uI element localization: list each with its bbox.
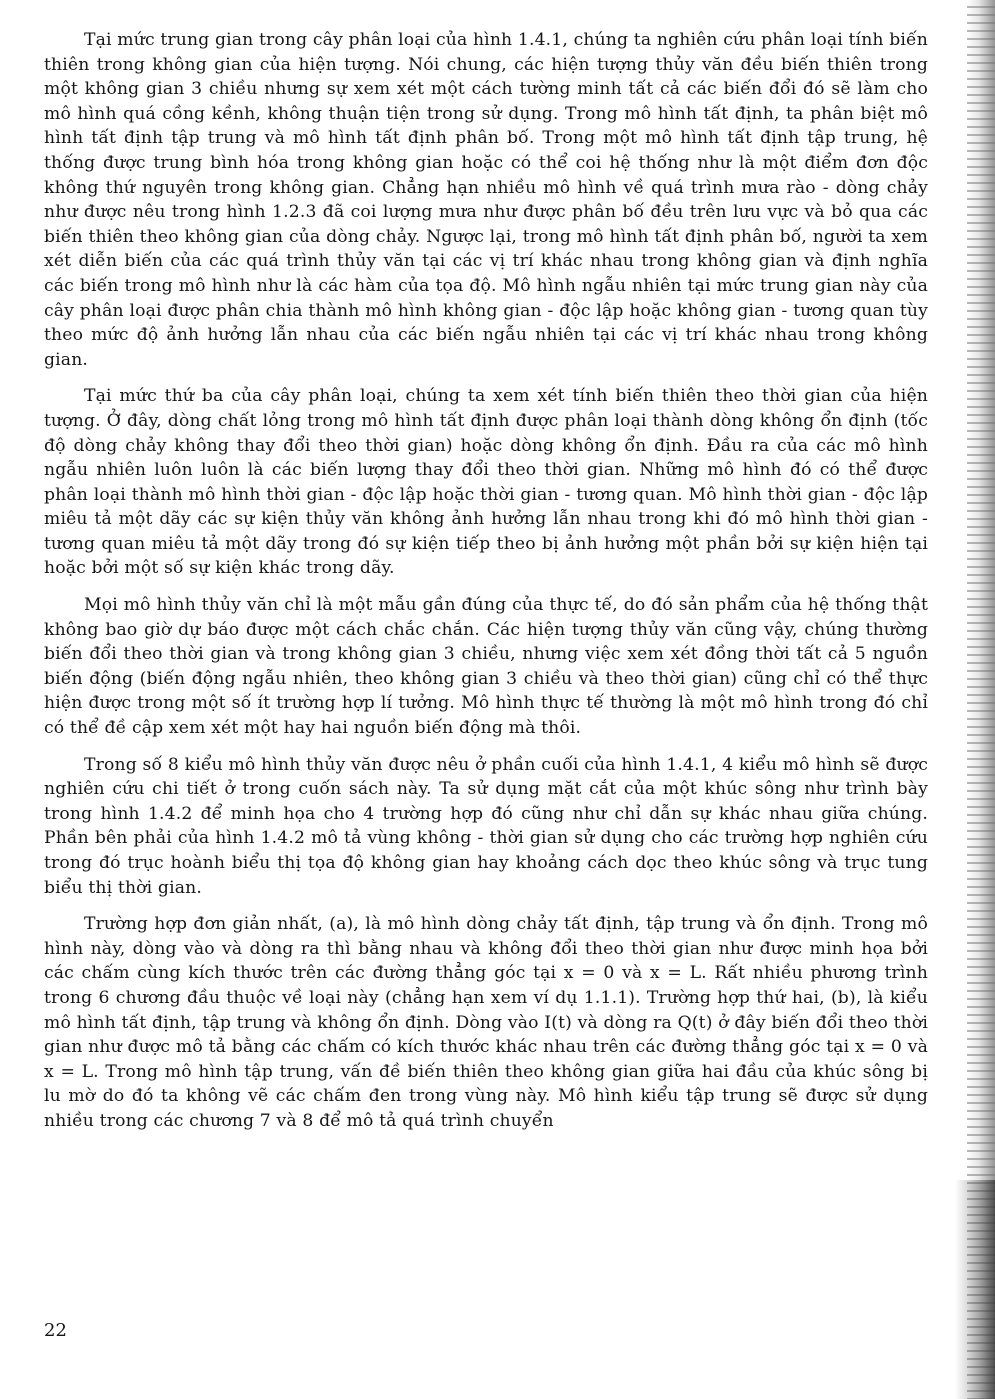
paragraph-1: Tại mức trung gian trong cây phân loại của hình 1.4.1, chúng ta nghiên cứu phân loại tính biến thiên trong không gian của hiện tượng. Nói chung, các hiện tượng thủy văn đều biến thiên trong một không gian 3 chiều nhưng sự xem xét một cách tường minh tất cả các biến đổi đó sẽ làm cho mô hình quá cồng kềnh, không thuận tiện trong sử dụng. Trong mô hình tất định, ta phân biệt mô hình tất định tập trung và mô hình tất định phân bố. Trong một mô hình tất định tập trung, hệ thống được trung bình hóa trong không gian hoặc có thể coi hệ thống như là một điểm đơn độc không thứ nguyên trong không gian. Chẳng hạn nhiều mô hình về quá trình mưa rào - dòng chảy như được nêu trong hình 1.2.3 đã coi lượng mưa như được phân bố đều trên lưu vực và bỏ qua các biến thiên theo không gian của dòng chảy. Ngược lại, trong mô hình tất định phân bố, người ta xem xét diễn biến của các quá trình thủy văn tại các vị trí khác nhau trong không gian và định nghĩa các biến trong mô hình như là các hàm của tọa độ. Mô hình ngẫu nhiên tại mức trung gian này của cây phân loại được phân chia thành mô hình không gian - độc lập hoặc không gian - tương quan tùy theo mức độ ảnh hưởng lẫn nhau của các biến ngẫu nhiên tại các vị trí khác nhau trong không gian. xyxy=(44,30,928,370)
scan-shadow-corner xyxy=(955,1180,995,1399)
document-body xyxy=(44,28,928,1146)
paragraph-5: Trường hợp đơn giản nhất, (a), là mô hình dòng chảy tất định, tập trung và ổn định. Trong mô hình này, dòng vào và dòng ra thì bằng nhau và không đổi theo thời gian như được minh họa bởi các chấm cùng kích thước trên các đường thẳng góc tại x = 0 và x = L. Rất nhiều phương trình trong 6 chương đầu thuộc về loại này (chẳng hạn xem ví dụ 1.1.1). Trường hợp thứ hai, (b), là kiểu mô hình tất định, tập trung và không ổn định. Dòng vào I(t) và dòng ra Q(t) ở đây biến đổi theo thời gian như được mô tả bằng các chấm có kích thước khác nhau trên các đường thẳng góc tại x = 0 và x = L. Trong mô hình tập trung, vấn đề biến thiên theo không gian giữa hai đầu của khúc sông bị lu mờ do đó ta không vẽ các chấm đen trong vùng này. Mô hình kiểu tập trung sẽ được sử dụng nhiều trong các chương 7 và 8 để mô tả quá trình chuyển xyxy=(44,914,928,1131)
paragraph-4: Trong số 8 kiểu mô hình thủy văn được nêu ở phần cuối của hình 1.4.1, 4 kiểu mô hình sẽ được nghiên cứu chi tiết ở trong cuốn sách này. Ta sử dụng mặt cắt của một khúc sông như trình bày trong hình 1.4.2 để minh họa cho 4 trường hợp đó cũng như chỉ dẫn sự khác nhau giữa chúng. Phần bên phải của hình 1.4.2 mô tả vùng không - thời gian sử dụng cho các trường hợp nghiên cứu trong đó trục hoành biểu thị tọa độ không gian hay khoảng cách dọc theo khúc sông và trục tung biểu thị thời gian. xyxy=(44,754,928,898)
page-number: 22 xyxy=(44,1320,67,1341)
paragraph-2: Tại mức thứ ba của cây phân loại, chúng ta xem xét tính biến thiên theo thời gian của hiện tượng. Ở đây, dòng chất lỏng trong mô hình tất định được phân loại thành dòng không ổn định (tốc độ dòng chảy không thay đổi theo thời gian) hoặc dòng không ổn định. Đầu ra của các mô hình ngẫu nhiên luôn luôn là các biến lượng thay đổi theo thời gian. Những mô hình đó có thể được phân loại thành mô hình thời gian - độc lập hoặc thời gian - tương quan. Mô hình thời gian - độc lập miêu tả một dãy các sự kiện thủy văn không ảnh hưởng lẫn nhau trong khi đó mô hình thời gian - tương quan miêu tả một dãy trong đó sự kiện tiếp theo bị ảnh hưởng một phần bởi sự kiện hiện tại hoặc bởi một số sự kiện khác trong dãy. xyxy=(44,386,928,579)
paragraph-3: Mọi mô hình thủy văn chỉ là một mẫu gần đúng của thực tế, do đó sản phẩm của hệ thống thật không bao giờ dự báo được một cách chắc chắn. Các hiện tượng thủy văn cũng vậy, chúng thường biến đổi theo thời gian và trong không gian 3 chiều, nhưng việc xem xét đồng thời tất cả 5 nguồn biến động (biến động ngẫu nhiên, theo không gian 3 chiều và theo thời gian) cũng chỉ có thể thực hiện được trong một số ít trường hợp lí tưởng. Mô hình thực tế thường là một mô hình trong đó chỉ có thể đề cập xem xét một hay hai nguồn biến động mà thôi. xyxy=(44,595,928,739)
